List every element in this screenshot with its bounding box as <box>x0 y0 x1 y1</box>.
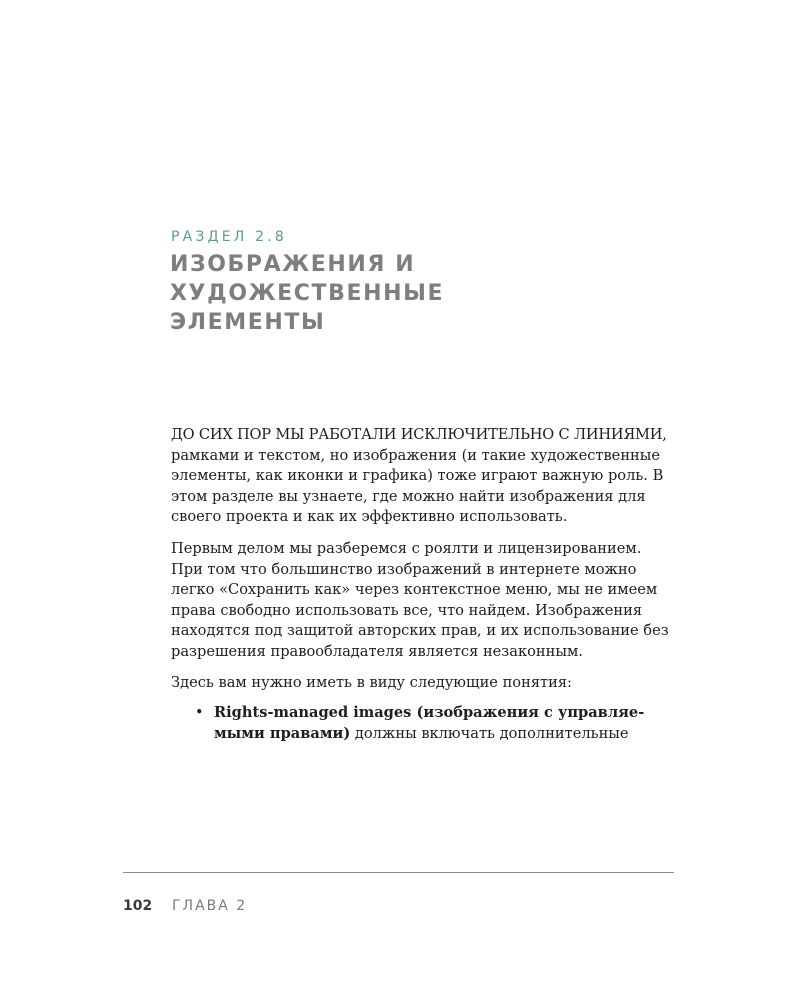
paragraph-2: Первым делом мы разберемся с роялти и лицензированием. При том что большинство изображений в интернете можно легко «Сохранить как» через контекстное меню, мы не имеем права свободно использовать все, что найдем. Изображения находятся под защитой авторских прав, и их использование без разрешения правообладателя является незаконным. <box>171 539 669 660</box>
lead-caps: ДО СИХ ПОР МЫ РАБОТАЛИ ИСКЛЮЧИТЕЛЬНО С ЛИНИЯМИ, <box>171 426 667 443</box>
bullet-list <box>171 703 671 744</box>
section-title-line-2: ЭЛЕМЕНТЫ <box>170 310 326 335</box>
list-item <box>171 703 671 744</box>
bullet-term: Rights-managed images (изображения с управляемыми правами) <box>214 704 645 742</box>
section-title <box>170 250 690 337</box>
section-label: РАЗДЕЛ 2.8 <box>171 229 288 245</box>
page-number: 102 <box>123 898 153 914</box>
paragraph-1 <box>171 425 671 528</box>
paragraph-3: Здесь вам нужно иметь в виду следующие понятия: <box>171 673 572 691</box>
paragraph-1-text: рамками и текстом, но изображения (и такие художественные элементы, как иконки и графика) тоже играют важную роль. В этом разделе вы узнаете, где можно найти изображения для своего проекта и как их эффективно использовать. <box>171 446 664 526</box>
body-text <box>171 425 671 744</box>
section-title-line-1: ИЗОБРАЖЕНИЯ И ХУДОЖЕСТВЕННЫЕ <box>170 252 445 306</box>
bullet-icon: • <box>195 704 204 722</box>
bullet-text: должны включать дополнительные <box>350 724 629 742</box>
footer-divider <box>123 872 674 873</box>
chapter-label: ГЛАВА 2 <box>172 898 248 914</box>
